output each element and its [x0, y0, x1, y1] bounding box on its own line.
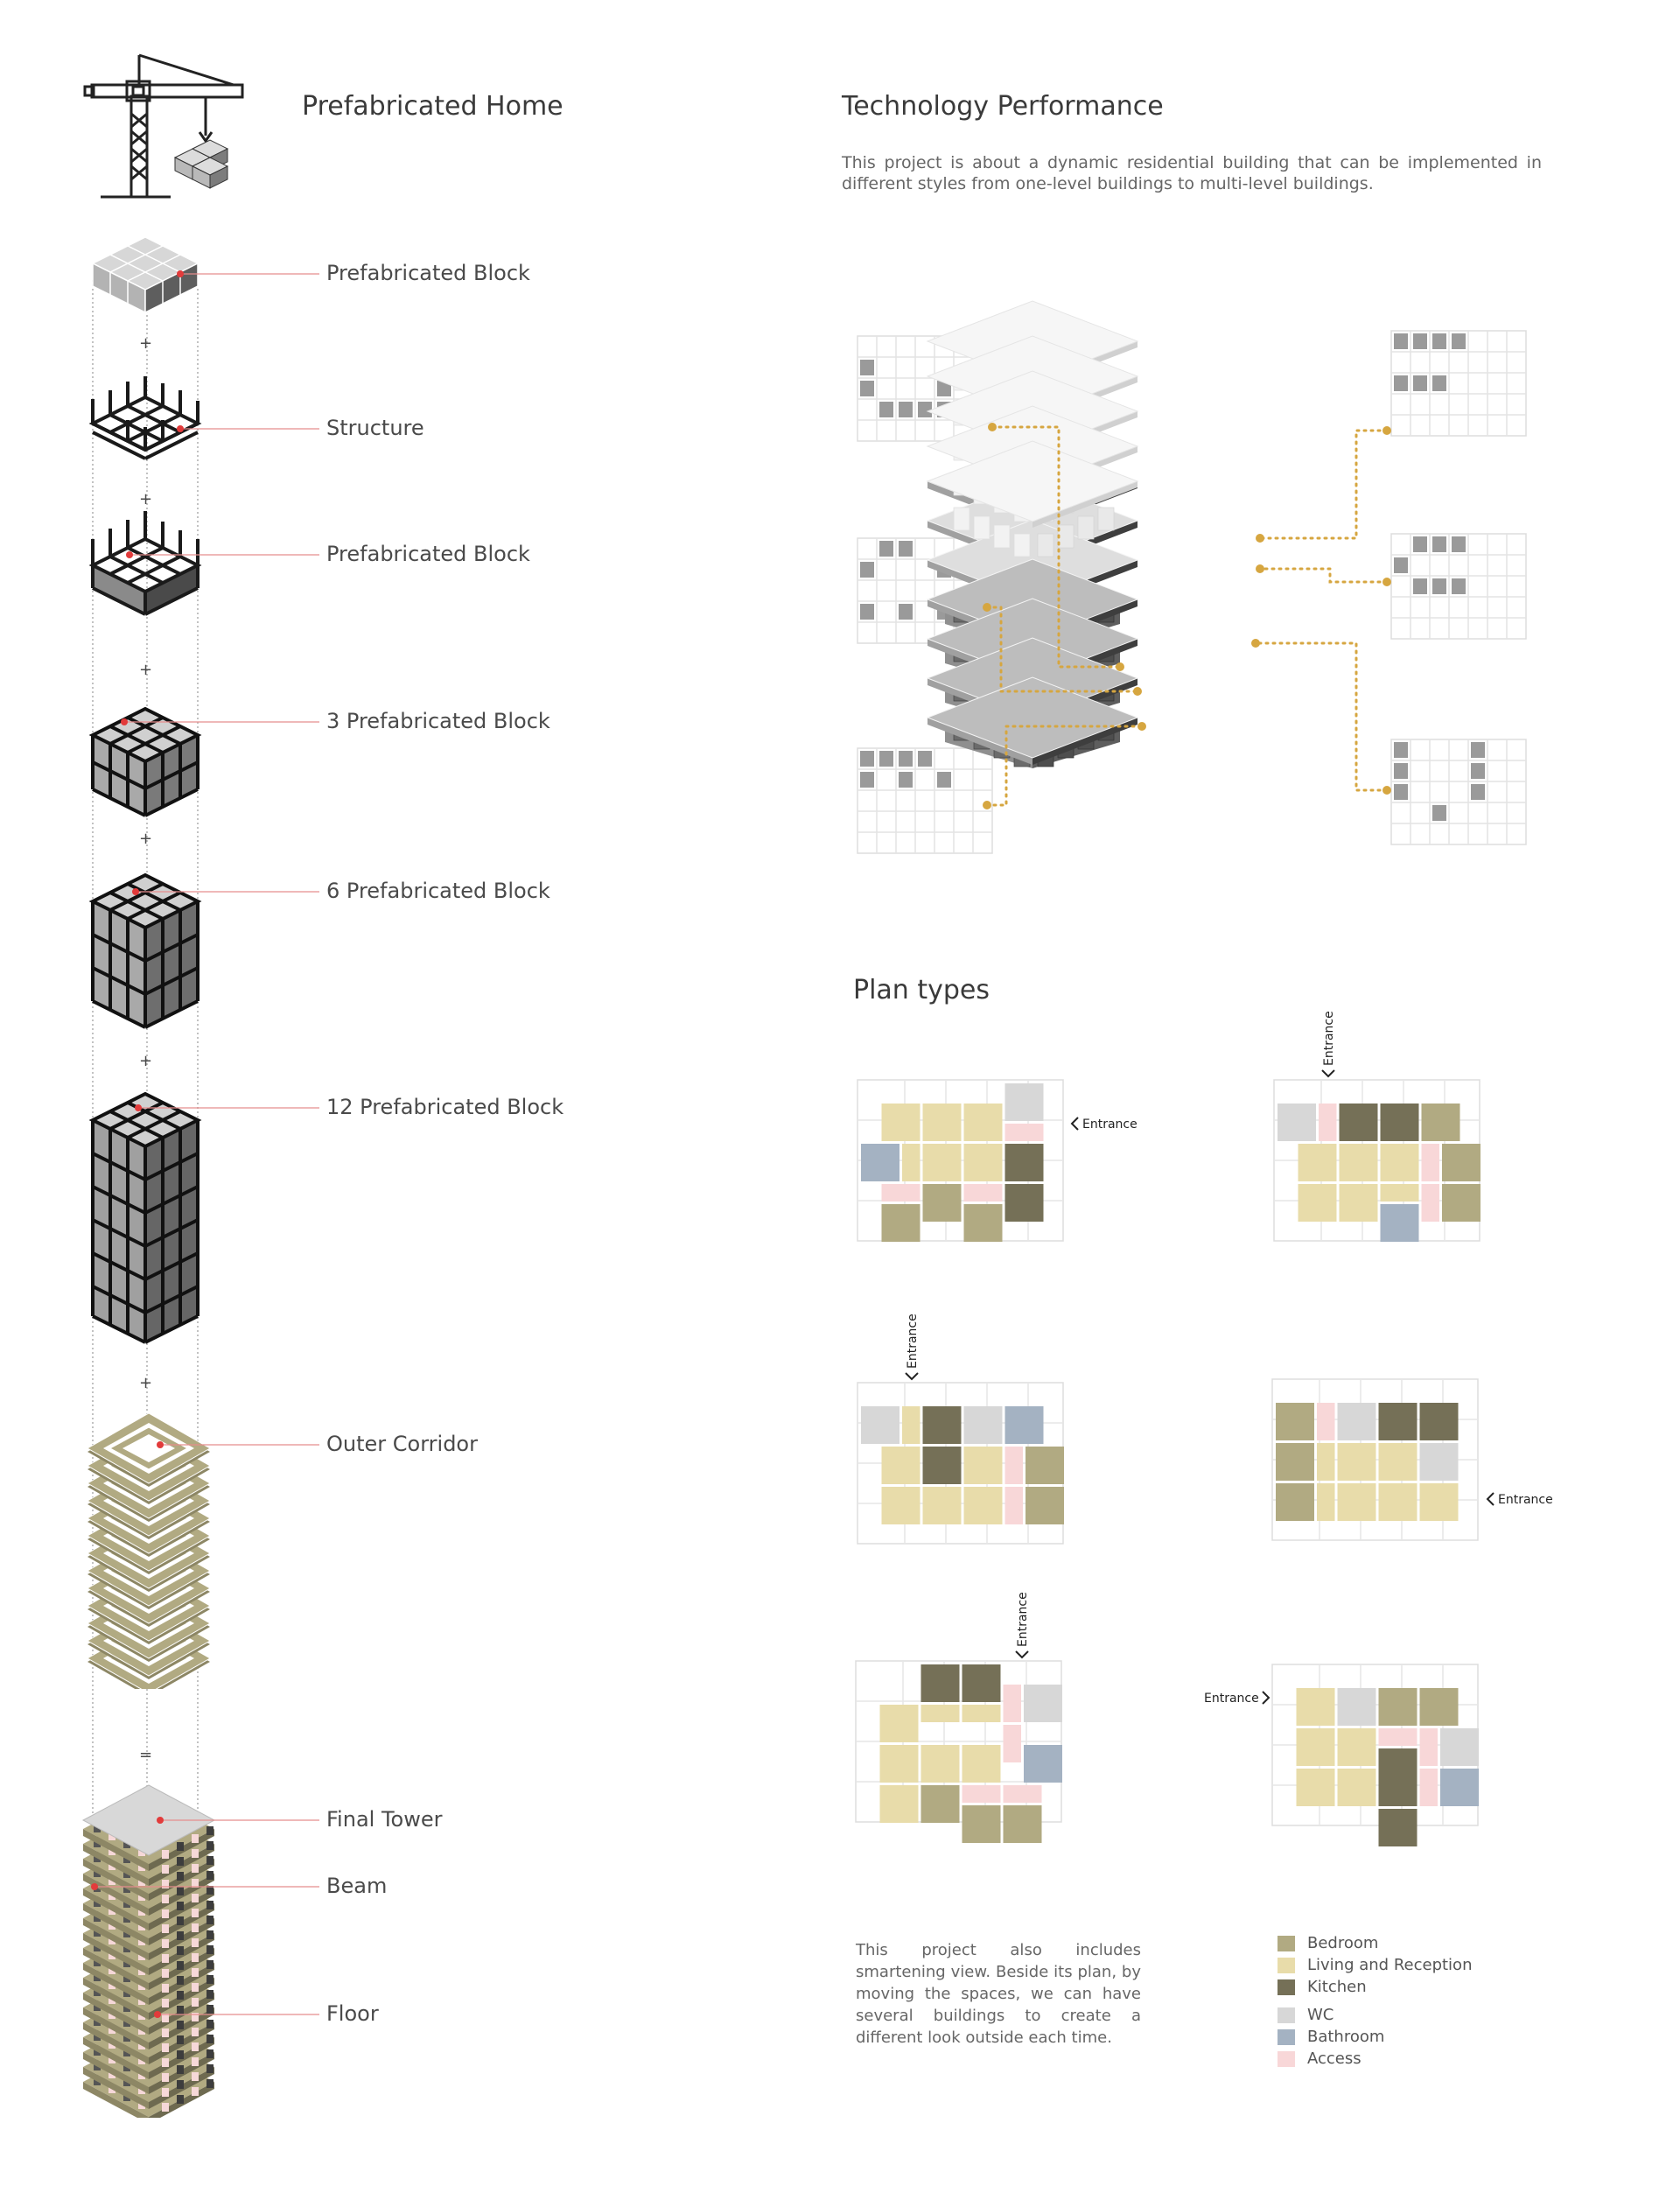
technology-performance-diagram: [840, 280, 1558, 875]
room: [1005, 1124, 1044, 1141]
room: [902, 1406, 920, 1444]
room: [921, 1785, 960, 1823]
room: [1422, 1184, 1440, 1222]
room: [1381, 1184, 1419, 1202]
leader-dot: [1382, 578, 1391, 586]
room: [1005, 1447, 1024, 1484]
room: [882, 1487, 920, 1524]
room: [1379, 1443, 1418, 1481]
leader-dot: [1382, 426, 1391, 435]
room: [1278, 1104, 1316, 1141]
label-final-tower: Final Tower: [326, 1807, 443, 1832]
plan-type: [858, 1080, 1063, 1242]
room: [1379, 1748, 1418, 1806]
legend-swatch: [1278, 1979, 1295, 1995]
legend-swatch: [1278, 1958, 1295, 1973]
left-title: Prefabricated Home: [302, 91, 564, 122]
room: [962, 1745, 1001, 1783]
room: [1381, 1204, 1419, 1242]
room: [1422, 1104, 1460, 1141]
room: [923, 1487, 962, 1524]
room: [1379, 1809, 1418, 1846]
room: [964, 1406, 1003, 1444]
label-outer-corridor: Outer Corridor: [326, 1432, 478, 1456]
legend-swatch: [1278, 2007, 1295, 2023]
room: [882, 1104, 920, 1141]
room: [1317, 1443, 1335, 1481]
label-beam: Beam: [326, 1874, 388, 1898]
room: [1420, 1688, 1459, 1726]
room: [923, 1184, 962, 1222]
room: [1440, 1769, 1479, 1806]
leader-line: [1260, 431, 1387, 538]
leader-dot: [988, 423, 997, 431]
svg-text:Entrance: Entrance: [1498, 1493, 1553, 1507]
room: [962, 1705, 1001, 1722]
room: [1440, 1728, 1479, 1766]
label-floor: Floor: [326, 2001, 379, 2026]
legend-label: Bathroom: [1307, 2028, 1385, 2046]
label-prefabricated-block: Prefabricated Block: [326, 261, 530, 285]
room: [1381, 1104, 1419, 1141]
legend-label: Access: [1307, 2049, 1362, 2068]
label-prefabricated-block: Prefabricated Block: [326, 542, 530, 566]
bottom-text: This project also includes smartening view. Beside its plan, by moving the spaces, we can have several buildings to create a different look outside each time.: [856, 1941, 1141, 2047]
mini-plan: [858, 748, 992, 853]
room: [1379, 1688, 1418, 1726]
entrance-marker: [1072, 1118, 1138, 1132]
mini-plan: [1391, 739, 1526, 844]
room: [1024, 1685, 1062, 1722]
room: [1297, 1769, 1335, 1806]
room: [964, 1104, 1003, 1141]
room: [1005, 1144, 1044, 1181]
room: [1317, 1483, 1335, 1521]
room: [880, 1785, 919, 1823]
room: [1338, 1403, 1376, 1440]
room: [1381, 1144, 1419, 1181]
leader-dot: [983, 801, 991, 809]
room: [964, 1144, 1003, 1181]
leader-dot: [1133, 687, 1142, 696]
room: [882, 1204, 920, 1242]
room: [1004, 1685, 1022, 1722]
entrance-marker: [1204, 1692, 1269, 1706]
legend-label: WC: [1307, 2006, 1334, 2024]
room: [921, 1705, 960, 1722]
leader-dot: [1251, 639, 1260, 648]
room: [1422, 1144, 1440, 1181]
room: [923, 1144, 962, 1181]
svg-text:Entrance: Entrance: [1082, 1118, 1138, 1132]
plan-types-title: Plan types: [853, 975, 990, 1005]
leader-dot: [1256, 564, 1264, 573]
room: [1276, 1483, 1314, 1521]
room: [1340, 1144, 1378, 1181]
svg-text:Entrance: Entrance: [1016, 1592, 1030, 1647]
label-6-prefabricated-block: 6 Prefabricated Block: [326, 879, 550, 903]
legend-label: Bedroom: [1307, 1934, 1379, 1952]
mini-plan: [1391, 534, 1526, 639]
room: [1004, 1805, 1042, 1843]
label-12-prefabricated-block: 12 Prefabricated Block: [326, 1095, 564, 1119]
label-structure: Structure: [326, 416, 424, 440]
room: [962, 1805, 1001, 1843]
room: [1298, 1184, 1337, 1222]
room: [1297, 1688, 1335, 1726]
room: [1338, 1688, 1376, 1726]
leader-dot: [1116, 662, 1124, 671]
room: [1298, 1144, 1337, 1181]
right-title: Technology Performance: [842, 91, 1164, 122]
legend-label: Living and Reception: [1307, 1956, 1473, 1974]
room: [923, 1104, 962, 1141]
room: [1379, 1403, 1418, 1440]
room: [964, 1447, 1003, 1484]
room: [1005, 1184, 1044, 1222]
plan-type: [1272, 1664, 1479, 1846]
description: This project is about a dynamic residential building that can be implemented in different styles from one-level buildings to multi-level buildings.: [842, 153, 1542, 193]
mini-plan: [1391, 331, 1526, 436]
room: [1004, 1725, 1022, 1762]
leader-dot: [1138, 722, 1146, 731]
leader-line: [1256, 643, 1387, 790]
room: [1379, 1483, 1418, 1521]
room: [1420, 1483, 1459, 1521]
room: [1319, 1104, 1337, 1141]
room: [1420, 1443, 1459, 1481]
room: [902, 1144, 920, 1181]
entrance-marker: [906, 1314, 920, 1379]
room: [1276, 1443, 1314, 1481]
label-leaders: [0, 0, 350, 2186]
room: [964, 1487, 1003, 1524]
plan-type: [1272, 1379, 1478, 1540]
room: [923, 1406, 962, 1444]
legend-swatch: [1278, 2029, 1295, 2045]
operator-plus: +: [139, 1052, 153, 1070]
operator-equals: =: [139, 1746, 153, 1764]
plan-type: [856, 1661, 1062, 1843]
room: [1340, 1104, 1378, 1141]
leader-dot: [1256, 534, 1264, 543]
room: [1340, 1184, 1378, 1222]
label-3-prefabricated-block: 3 Prefabricated Block: [326, 709, 550, 733]
room: [1024, 1745, 1062, 1783]
legend-swatch: [1278, 2051, 1295, 2067]
room: [921, 1664, 960, 1702]
plan-type: [1274, 1080, 1480, 1242]
room: [1276, 1403, 1314, 1440]
room: [1026, 1447, 1064, 1484]
room: [1005, 1406, 1044, 1444]
legend-swatch: [1278, 1936, 1295, 1951]
room: [923, 1447, 962, 1484]
room: [1317, 1403, 1335, 1440]
room: [882, 1184, 920, 1202]
entrance-marker: [1016, 1592, 1030, 1657]
room: [1338, 1728, 1376, 1766]
room: [1005, 1487, 1024, 1524]
plan-type: [858, 1383, 1064, 1544]
svg-text:Entrance: Entrance: [906, 1314, 920, 1369]
room: [1026, 1487, 1064, 1524]
room: [1338, 1769, 1376, 1806]
room: [1420, 1728, 1438, 1766]
room: [861, 1144, 900, 1181]
room: [962, 1664, 1001, 1702]
room: [1420, 1769, 1438, 1806]
room: [964, 1184, 1003, 1202]
room: [1338, 1443, 1376, 1481]
room: [880, 1745, 919, 1783]
room: [1442, 1144, 1480, 1181]
room: [964, 1204, 1003, 1242]
room: [1420, 1403, 1459, 1440]
leader-dot: [1382, 786, 1391, 795]
room: [861, 1406, 900, 1444]
entrance-marker: [1488, 1493, 1553, 1507]
room: [882, 1447, 920, 1484]
operator-plus: +: [139, 661, 153, 679]
operator-plus: +: [139, 334, 153, 353]
svg-text:Entrance: Entrance: [1322, 1011, 1336, 1066]
operator-plus: +: [139, 1374, 153, 1392]
leader-dot: [983, 603, 991, 612]
room: [880, 1705, 919, 1742]
legend-label: Kitchen: [1307, 1978, 1367, 1996]
room: [1379, 1728, 1418, 1746]
svg-text:Entrance: Entrance: [1204, 1692, 1259, 1706]
room: [1297, 1728, 1335, 1766]
operator-plus: +: [139, 830, 153, 848]
entrance-marker: [1322, 1011, 1336, 1076]
room: [1005, 1083, 1044, 1121]
plan-types-diagram: [840, 1006, 1584, 1846]
room: [1004, 1785, 1042, 1803]
operator-plus: +: [139, 490, 153, 508]
room: [1338, 1483, 1376, 1521]
room: [1442, 1184, 1480, 1222]
leader-line: [1260, 569, 1387, 582]
room: [962, 1785, 1001, 1803]
room: [921, 1745, 960, 1783]
